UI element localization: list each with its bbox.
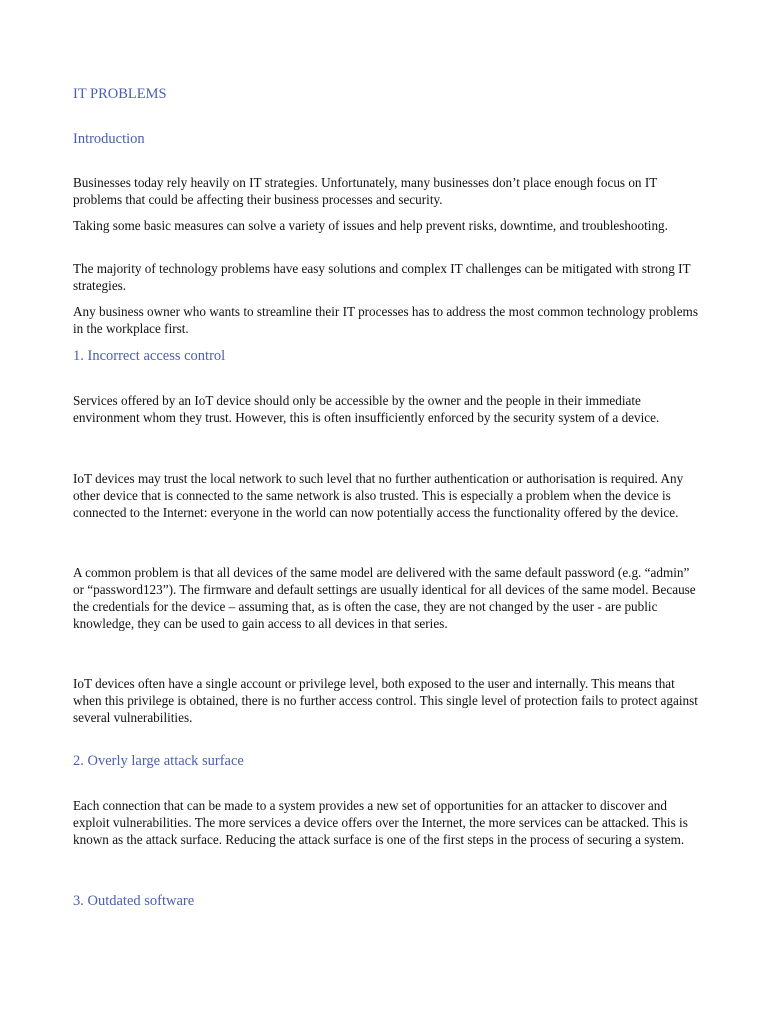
section-heading-incorrect-access-control: 1. Incorrect access control bbox=[73, 348, 226, 364]
intro-paragraph: Any business owner who wants to streamline their IT processes has to address the most common technology problems in the workplace first. bbox=[73, 304, 698, 336]
intro-paragraph: The majority of technology problems have easy solutions and complex IT challenges can be mitigated with strong IT strategies. bbox=[73, 261, 691, 293]
section1-paragraph: IoT devices may trust the local network to such level that no further authentication or authorisation is required. Any other device that is connected to the same network is also trusted. This is especially a problem when the device is connected to the Internet: everyone in the world can now potentially access the functionality offered by the device. bbox=[73, 471, 684, 520]
section1-paragraph: A common problem is that all devices of the same model are delivered with the same default password (e.g. “admin” or “password123”). The firmware and default settings are usually identical for all devices of the same model. Because the credentials for the device – assuming that, as is often the case, they are not changed by the user - are public knowledge, they can be used to gain access to all devices in that series. bbox=[73, 565, 696, 631]
section1-paragraph: IoT devices often have a single account or privilege level, both exposed to the user and internally. This means that when this privilege is obtained, there is no further access control. This single level of protection fails to protect against several vulnerabilities. bbox=[73, 676, 698, 725]
intro-heading: Introduction bbox=[73, 131, 145, 147]
section-heading-attack-surface: 2. Overly large attack surface bbox=[73, 753, 244, 769]
section1-paragraph: Services offered by an IoT device should only be accessible by the owner and the people in their immediate environment whom they trust. However, this is often insufficiently enforced by the security system of a device. bbox=[73, 393, 660, 425]
section2-paragraph: Each connection that can be made to a system provides a new set of opportunities for an attacker to discover and exploit vulnerabilities. The more services a device offers over the Internet, the more services can be attacked. This is known as the attack surface. Reducing the attack surface is one of the first steps in the process of securing a system. bbox=[73, 798, 688, 847]
intro-paragraph: Taking some basic measures can solve a variety of issues and help prevent risks, downtime, and troubleshooting. bbox=[73, 218, 668, 233]
intro-paragraph: Businesses today rely heavily on IT strategies. Unfortunately, many businesses don’t place enough focus on IT problems that could be affecting their business processes and security. bbox=[73, 175, 658, 207]
document-title: IT PROBLEMS bbox=[73, 86, 167, 102]
section-heading-outdated-software: 3. Outdated software bbox=[73, 893, 195, 909]
